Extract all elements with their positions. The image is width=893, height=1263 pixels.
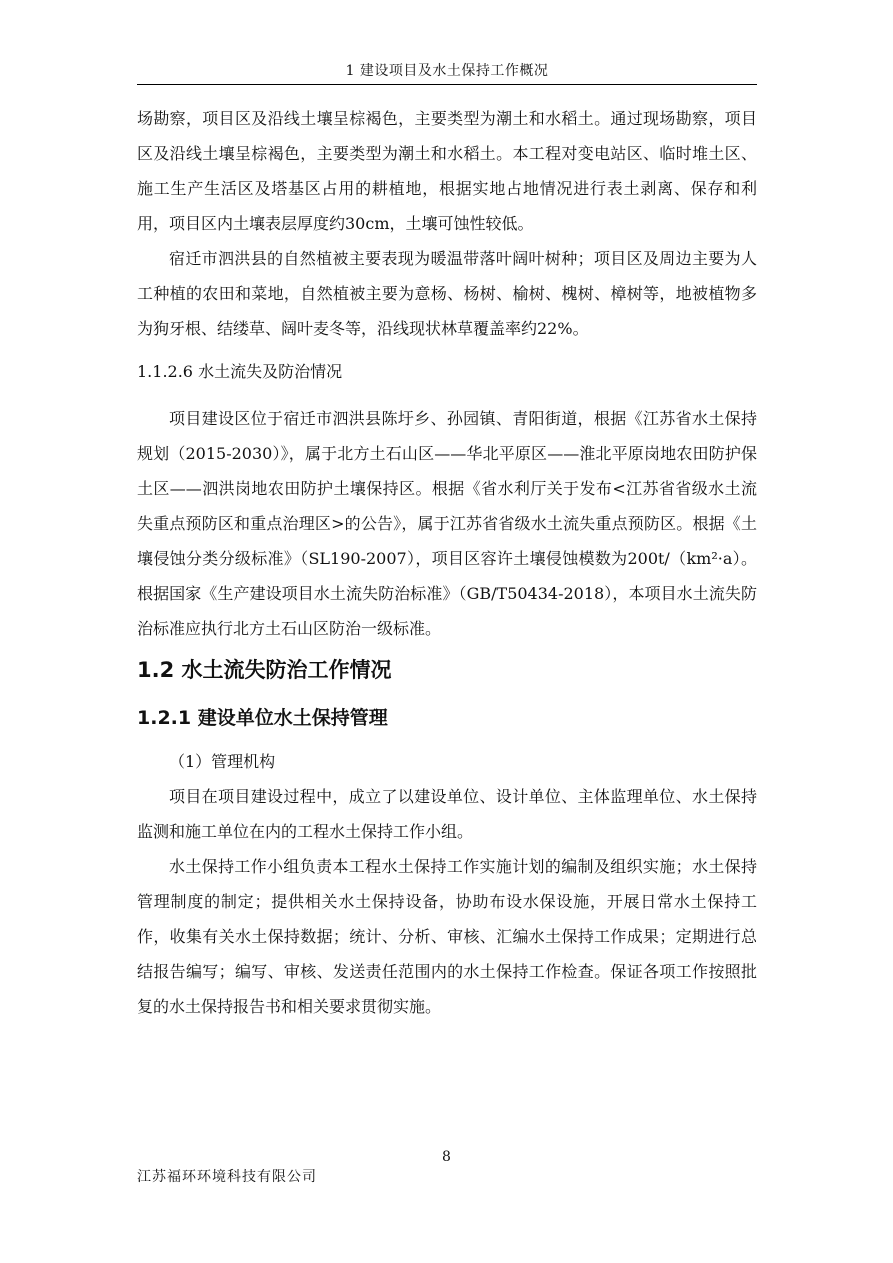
- paragraph-erosion: 项目建设区位于宿迁市泗洪县陈圩乡、孙园镇、青阳街道，根据《江苏省水土保持规划（2015-2030）》，属于北方土石山区——华北平原区——淮北平原岗地农田防护保土区——泗洪岗地农田防护土壤保持区。根据《省水利厅关于发布<江苏省省级水土流失重点预防区和重点治理区>的公告》，属于江苏省省级水土流失重点预防区。根据《土壤侵蚀分类分级标准》（SL190-2007），项目区容许土壤侵蚀模数为200t/（km²·a）。根据国家《生产建设项目水土流失防治标准》（GB/T50434-2018），本项目水土流失防治标准应执行北方土石山区防治一级标准。: [137, 409, 757, 638]
- header-rule: [137, 84, 757, 85]
- subsection-heading-1126: 1.1.2.6 水土流失及防治情况: [137, 362, 343, 381]
- paragraph-working-group: 项目在项目建设过程中，成立了以建设单位、设计单位、主体监理单位、水土保持监测和施工单位在内的工程水土保持工作小组。: [137, 787, 757, 841]
- paragraph-vegetation: 宿迁市泗洪县的自然植被主要表现为暖温带落叶阔叶树种；项目区及周边主要为人工种植的农田和菜地，自然植被主要为意杨、杨树、榆树、槐树、樟树等，地被植物多为狗牙根、结缕草、阔叶麦冬等，沿线现状林草覆盖率约22%。: [137, 249, 757, 338]
- section-heading-1-2: 1.2 水土流失防治工作情况: [137, 658, 392, 682]
- paragraph-soil: 场勘察，项目区及沿线土壤呈棕褐色，主要类型为潮土和水稻土。通过现场勘察，项目区及沿线土壤呈棕褐色，主要类型为潮土和水稻土。本工程对变电站区、临时堆土区、施工生产生活区及塔基区占用的耕植地，根据实地占地情况进行表土剥离、保存和利用，项目区内土壤表层厚度约30cm，土壤可蚀性较低。: [137, 109, 757, 233]
- page-number: 8: [442, 1149, 451, 1165]
- body-text: [137, 101, 757, 1024]
- section-heading-1-2-1: 1.2.1 建设单位水土保持管理: [137, 707, 388, 729]
- running-header: 1 建设项目及水土保持工作概况: [345, 63, 549, 79]
- list-item-management-org: （1）管理机构: [169, 752, 276, 771]
- paragraph-duties: 水土保持工作小组负责本工程水土保持工作实施计划的编制及组织实施；水土保持管理制度的制定；提供相关水土保持设备，协助布设水保设施，开展日常水土保持工作，收集有关水土保持数据；统计、分析、审核、汇编水土保持工作成果；定期进行总结报告编写；编写、审核、发送责任范围内的水土保持工作检查。保证各项工作按照批复的水土保持报告书和相关要求贯彻实施。: [137, 857, 757, 1016]
- footer-company: 江苏福环环境科技有限公司: [137, 1169, 317, 1185]
